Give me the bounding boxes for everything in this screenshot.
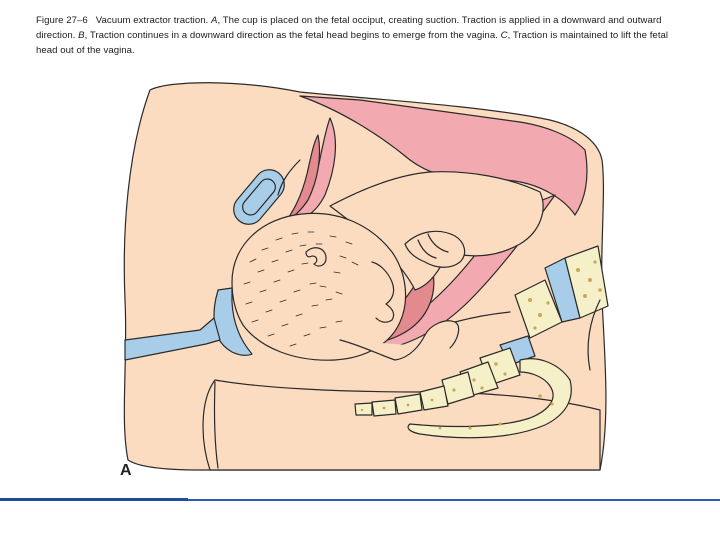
caption-label-c: C [500,30,508,41]
figure-number: Figure 27–6 [36,15,88,26]
caption-label-a: A [211,15,218,26]
footer-rule [188,499,720,501]
caption-text-4: , Traction is maintained to lift the fetal head out of the vagina. [36,30,669,56]
panel-label: A [120,462,132,479]
caption-text-1: Vacuum extractor traction. [95,15,212,26]
caption-label-b: B [78,30,85,41]
footer-rule-accent [0,498,188,501]
caption-text-2: , The cup is placed on the fetal occiput, creating suction. Traction is applied in a downward and outward direction. [36,15,662,41]
caption-text-3: , Traction continues in a downward direction as the fetal head begins to emerge from the vagina. [84,30,501,41]
